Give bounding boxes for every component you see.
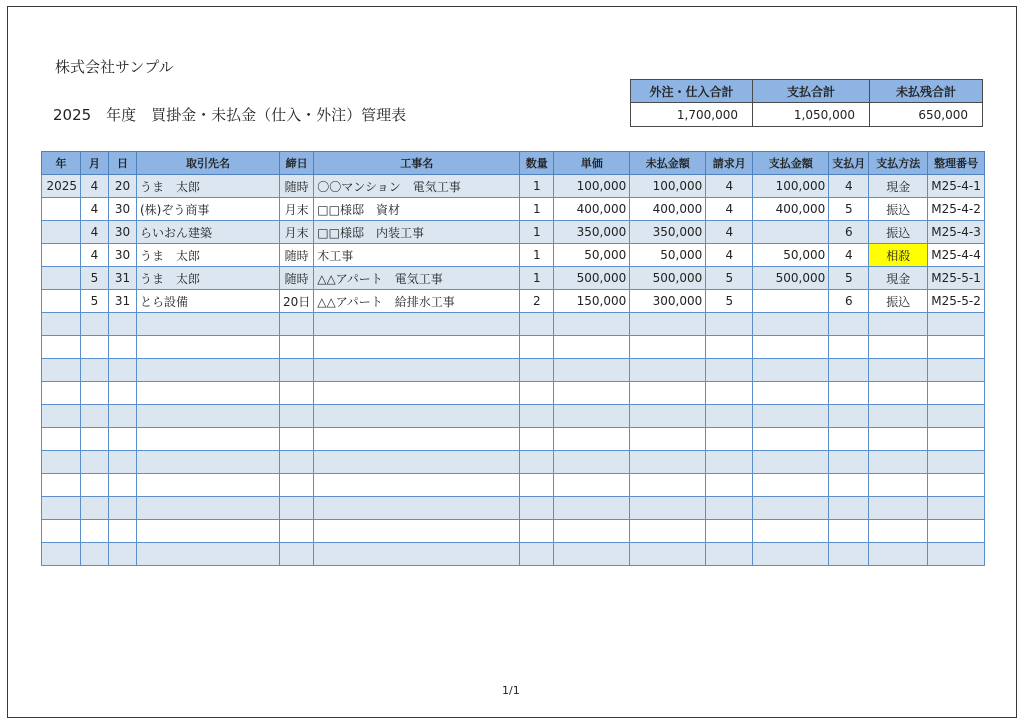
header-reference-no: 整理番号 bbox=[928, 152, 985, 175]
table-row bbox=[42, 405, 985, 428]
page-number: 1/1 bbox=[502, 684, 520, 697]
cell-reference-no[interactable] bbox=[928, 520, 985, 543]
header-day: 日 bbox=[109, 152, 137, 175]
cell-unpaid-amount[interactable] bbox=[630, 520, 706, 543]
cell-day[interactable]: 30 bbox=[109, 198, 137, 221]
header-project: 工事名 bbox=[314, 152, 520, 175]
cell-supplier[interactable]: とら設備 bbox=[137, 290, 280, 313]
table-row bbox=[42, 474, 985, 497]
cell-unit-price[interactable]: 100,000 bbox=[554, 175, 630, 198]
cell-payment-method[interactable] bbox=[869, 474, 928, 497]
cell-year[interactable] bbox=[42, 290, 81, 313]
cell-project[interactable] bbox=[314, 359, 520, 382]
cell-project[interactable] bbox=[314, 543, 520, 566]
cell-closing-day[interactable] bbox=[280, 405, 314, 428]
cell-reference-no[interactable] bbox=[928, 474, 985, 497]
cell-day[interactable] bbox=[109, 451, 137, 474]
cell-unpaid-amount[interactable] bbox=[630, 451, 706, 474]
table-row bbox=[42, 497, 985, 520]
cell-unpaid-amount[interactable]: 100,000 bbox=[630, 175, 706, 198]
cell-payment-method[interactable]: 振込 bbox=[869, 221, 928, 244]
cell-unit-price[interactable] bbox=[554, 474, 630, 497]
cell-quantity[interactable]: 2 bbox=[520, 290, 554, 313]
cell-closing-day[interactable] bbox=[280, 543, 314, 566]
cell-day[interactable] bbox=[109, 336, 137, 359]
cell-month[interactable] bbox=[81, 428, 109, 451]
cell-unpaid-amount[interactable] bbox=[630, 405, 706, 428]
cell-year[interactable] bbox=[42, 428, 81, 451]
cell-payment-month[interactable] bbox=[829, 520, 869, 543]
cell-reference-no[interactable]: M25-4-3 bbox=[928, 221, 985, 244]
cell-paid-amount[interactable] bbox=[753, 359, 829, 382]
cell-payment-method[interactable]: 現金 bbox=[869, 175, 928, 198]
cell-payment-month[interactable]: 4 bbox=[829, 175, 869, 198]
cell-payment-month[interactable]: 4 bbox=[829, 244, 869, 267]
cell-invoice-month[interactable]: 4 bbox=[706, 221, 753, 244]
cell-supplier[interactable] bbox=[137, 451, 280, 474]
cell-closing-day[interactable] bbox=[280, 428, 314, 451]
cell-invoice-month[interactable] bbox=[706, 382, 753, 405]
table-row bbox=[42, 221, 985, 244]
cell-paid-amount[interactable] bbox=[753, 474, 829, 497]
table-row bbox=[42, 543, 985, 566]
cell-payment-method[interactable] bbox=[869, 520, 928, 543]
cell-year[interactable] bbox=[42, 543, 81, 566]
cell-invoice-month[interactable] bbox=[706, 313, 753, 336]
cell-day[interactable]: 31 bbox=[109, 267, 137, 290]
cell-closing-day[interactable] bbox=[280, 451, 314, 474]
cell-month[interactable]: 4 bbox=[81, 198, 109, 221]
cell-project[interactable] bbox=[314, 336, 520, 359]
cell-payment-month[interactable] bbox=[829, 543, 869, 566]
cell-reference-no[interactable] bbox=[928, 451, 985, 474]
cell-payment-month[interactable]: 6 bbox=[829, 290, 869, 313]
header-paid-amount: 支払金額 bbox=[753, 152, 829, 175]
cell-invoice-month[interactable]: 4 bbox=[706, 198, 753, 221]
cell-supplier[interactable] bbox=[137, 405, 280, 428]
cell-day[interactable] bbox=[109, 382, 137, 405]
cell-unit-price[interactable]: 150,000 bbox=[554, 290, 630, 313]
cell-day[interactable] bbox=[109, 543, 137, 566]
cell-reference-no[interactable] bbox=[928, 428, 985, 451]
cell-payment-method[interactable]: 振込 bbox=[869, 198, 928, 221]
cell-payment-month[interactable]: 5 bbox=[829, 267, 869, 290]
cell-payment-month[interactable] bbox=[829, 428, 869, 451]
cell-payment-month[interactable] bbox=[829, 474, 869, 497]
cell-paid-amount[interactable]: 100,000 bbox=[753, 175, 829, 198]
cell-month[interactable] bbox=[81, 313, 109, 336]
cell-invoice-month[interactable]: 4 bbox=[706, 175, 753, 198]
cell-closing-day[interactable] bbox=[280, 520, 314, 543]
table-row bbox=[42, 244, 985, 267]
cell-year[interactable] bbox=[42, 221, 81, 244]
cell-supplier[interactable] bbox=[137, 497, 280, 520]
cell-month[interactable] bbox=[81, 474, 109, 497]
cell-month[interactable]: 5 bbox=[81, 267, 109, 290]
cell-invoice-month[interactable] bbox=[706, 336, 753, 359]
cell-unpaid-amount[interactable] bbox=[630, 359, 706, 382]
cell-payment-month[interactable] bbox=[829, 336, 869, 359]
table-row bbox=[42, 428, 985, 451]
cell-closing-day[interactable] bbox=[280, 359, 314, 382]
cell-month[interactable]: 4 bbox=[81, 175, 109, 198]
cell-payment-method[interactable] bbox=[869, 428, 928, 451]
summary-value-row bbox=[631, 103, 983, 127]
header-payment-month: 支払月 bbox=[829, 152, 869, 175]
header-supplier: 取引先名 bbox=[137, 152, 280, 175]
cell-unpaid-amount[interactable] bbox=[630, 313, 706, 336]
cell-invoice-month[interactable]: 5 bbox=[706, 290, 753, 313]
cell-unit-price[interactable] bbox=[554, 543, 630, 566]
cell-reference-no[interactable] bbox=[928, 382, 985, 405]
cell-reference-no[interactable]: M25-4-2 bbox=[928, 198, 985, 221]
cell-month[interactable] bbox=[81, 336, 109, 359]
cell-unit-price[interactable] bbox=[554, 336, 630, 359]
cell-reference-no[interactable]: M25-4-1 bbox=[928, 175, 985, 198]
table-row bbox=[42, 336, 985, 359]
summary-header-total-unpaid: 未払残合計 bbox=[870, 80, 983, 103]
cell-payment-method[interactable] bbox=[869, 382, 928, 405]
header-payment-method: 支払方法 bbox=[869, 152, 928, 175]
cell-month[interactable] bbox=[81, 520, 109, 543]
cell-unit-price[interactable]: 50,000 bbox=[554, 244, 630, 267]
cell-quantity[interactable] bbox=[520, 474, 554, 497]
cell-quantity[interactable] bbox=[520, 382, 554, 405]
cell-unpaid-amount[interactable]: 300,000 bbox=[630, 290, 706, 313]
cell-unpaid-amount[interactable] bbox=[630, 336, 706, 359]
cell-supplier[interactable] bbox=[137, 313, 280, 336]
cell-closing-day[interactable]: 月末 bbox=[280, 198, 314, 221]
summary-header-total-paid: 支払合計 bbox=[753, 80, 870, 103]
cell-payment-method[interactable] bbox=[869, 543, 928, 566]
table-row bbox=[42, 175, 985, 198]
cell-project[interactable] bbox=[314, 451, 520, 474]
cell-project[interactable]: △△アパート 電気工事 bbox=[314, 267, 520, 290]
summary-total-paid[interactable]: 1,050,000 bbox=[753, 103, 870, 127]
cell-quantity[interactable] bbox=[520, 543, 554, 566]
cell-closing-day[interactable] bbox=[280, 474, 314, 497]
cell-year[interactable] bbox=[42, 359, 81, 382]
cell-closing-day[interactable] bbox=[280, 313, 314, 336]
cell-paid-amount[interactable] bbox=[753, 336, 829, 359]
cell-unit-price[interactable] bbox=[554, 428, 630, 451]
cell-supplier[interactable]: (株)ぞう商事 bbox=[137, 198, 280, 221]
cell-supplier[interactable]: うま 太郎 bbox=[137, 175, 280, 198]
cell-paid-amount[interactable] bbox=[753, 290, 829, 313]
cell-paid-amount[interactable] bbox=[753, 451, 829, 474]
cell-reference-no[interactable]: M25-5-2 bbox=[928, 290, 985, 313]
cell-quantity[interactable] bbox=[520, 405, 554, 428]
cell-payment-month[interactable] bbox=[829, 405, 869, 428]
cell-day[interactable]: 30 bbox=[109, 221, 137, 244]
table-row bbox=[42, 382, 985, 405]
cell-reference-no[interactable] bbox=[928, 405, 985, 428]
cell-project[interactable] bbox=[314, 520, 520, 543]
cell-supplier[interactable]: らいおん建築 bbox=[137, 221, 280, 244]
cell-closing-day[interactable] bbox=[280, 336, 314, 359]
cell-supplier[interactable] bbox=[137, 359, 280, 382]
cell-paid-amount[interactable] bbox=[753, 313, 829, 336]
summary-header-total-purchase: 外注・仕入合計 bbox=[631, 80, 753, 103]
cell-quantity[interactable] bbox=[520, 520, 554, 543]
cell-invoice-month[interactable] bbox=[706, 428, 753, 451]
cell-year[interactable] bbox=[42, 336, 81, 359]
cell-payment-month[interactable] bbox=[829, 359, 869, 382]
cell-unit-price[interactable] bbox=[554, 451, 630, 474]
cell-reference-no[interactable]: M25-5-1 bbox=[928, 267, 985, 290]
header-month: 月 bbox=[81, 152, 109, 175]
cell-day[interactable] bbox=[109, 497, 137, 520]
cell-project[interactable]: 〇〇マンション 電気工事 bbox=[314, 175, 520, 198]
cell-unpaid-amount[interactable] bbox=[630, 543, 706, 566]
cell-supplier[interactable] bbox=[137, 336, 280, 359]
cell-unit-price[interactable] bbox=[554, 382, 630, 405]
cell-paid-amount[interactable] bbox=[753, 382, 829, 405]
cell-year[interactable] bbox=[42, 451, 81, 474]
table-row bbox=[42, 198, 985, 221]
cell-quantity[interactable] bbox=[520, 313, 554, 336]
cell-closing-day[interactable] bbox=[280, 382, 314, 405]
cell-day[interactable] bbox=[109, 474, 137, 497]
cell-supplier[interactable] bbox=[137, 428, 280, 451]
cell-quantity[interactable] bbox=[520, 428, 554, 451]
summary-total-purchase[interactable]: 1,700,000 bbox=[631, 103, 753, 127]
cell-payment-method[interactable] bbox=[869, 451, 928, 474]
cell-month[interactable] bbox=[81, 359, 109, 382]
cell-year[interactable] bbox=[42, 198, 81, 221]
cell-payment-month[interactable] bbox=[829, 313, 869, 336]
cell-closing-day[interactable]: 月末 bbox=[280, 221, 314, 244]
cell-unit-price[interactable]: 500,000 bbox=[554, 267, 630, 290]
cell-quantity[interactable]: 1 bbox=[520, 175, 554, 198]
cell-unit-price[interactable]: 350,000 bbox=[554, 221, 630, 244]
cell-payment-method[interactable] bbox=[869, 405, 928, 428]
cell-quantity[interactable] bbox=[520, 359, 554, 382]
cell-year[interactable] bbox=[42, 520, 81, 543]
cell-unpaid-amount[interactable] bbox=[630, 382, 706, 405]
cell-year[interactable] bbox=[42, 497, 81, 520]
cell-supplier[interactable] bbox=[137, 543, 280, 566]
header-unpaid-amount: 未払金額 bbox=[630, 152, 706, 175]
cell-payment-month[interactable] bbox=[829, 451, 869, 474]
cell-payment-method[interactable] bbox=[869, 497, 928, 520]
cell-reference-no[interactable] bbox=[928, 543, 985, 566]
ledger-body bbox=[42, 175, 985, 566]
cell-payment-month[interactable] bbox=[829, 382, 869, 405]
cell-project[interactable] bbox=[314, 405, 520, 428]
cell-month[interactable]: 5 bbox=[81, 290, 109, 313]
cell-day[interactable] bbox=[109, 520, 137, 543]
cell-unpaid-amount[interactable] bbox=[630, 497, 706, 520]
cell-supplier[interactable] bbox=[137, 520, 280, 543]
ledger-header-row bbox=[42, 152, 985, 175]
cell-payment-method[interactable] bbox=[869, 313, 928, 336]
header-invoice-month: 請求月 bbox=[706, 152, 753, 175]
table-row bbox=[42, 451, 985, 474]
cell-reference-no[interactable] bbox=[928, 359, 985, 382]
table-row bbox=[42, 313, 985, 336]
cell-project[interactable] bbox=[314, 428, 520, 451]
cell-payment-month[interactable]: 6 bbox=[829, 221, 869, 244]
table-row bbox=[42, 290, 985, 313]
header-year: 年 bbox=[42, 152, 81, 175]
cell-unpaid-amount[interactable] bbox=[630, 474, 706, 497]
cell-supplier[interactable] bbox=[137, 474, 280, 497]
cell-month[interactable]: 4 bbox=[81, 221, 109, 244]
document-title: 2025 年度 買掛金・未払金（仕入・外注）管理表 bbox=[53, 106, 407, 124]
cell-day[interactable] bbox=[109, 405, 137, 428]
cell-payment-method[interactable]: 現金 bbox=[869, 267, 928, 290]
cell-day[interactable]: 31 bbox=[109, 290, 137, 313]
cell-unit-price[interactable] bbox=[554, 405, 630, 428]
cell-supplier[interactable]: うま 太郎 bbox=[137, 267, 280, 290]
cell-year[interactable] bbox=[42, 267, 81, 290]
cell-closing-day[interactable]: 20日 bbox=[280, 290, 314, 313]
cell-supplier[interactable] bbox=[137, 382, 280, 405]
cell-unpaid-amount[interactable]: 350,000 bbox=[630, 221, 706, 244]
cell-day[interactable] bbox=[109, 428, 137, 451]
cell-paid-amount[interactable] bbox=[753, 221, 829, 244]
cell-reference-no[interactable] bbox=[928, 336, 985, 359]
table-row bbox=[42, 267, 985, 290]
table-row bbox=[42, 359, 985, 382]
summary-total-unpaid[interactable]: 650,000 bbox=[870, 103, 983, 127]
cell-unit-price[interactable] bbox=[554, 359, 630, 382]
cell-day[interactable]: 20 bbox=[109, 175, 137, 198]
cell-invoice-month[interactable] bbox=[706, 451, 753, 474]
cell-payment-method[interactable]: 相殺 bbox=[869, 244, 928, 267]
company-name: 株式会社サンプル bbox=[55, 58, 174, 76]
cell-invoice-month[interactable] bbox=[706, 543, 753, 566]
cell-project[interactable]: □□様邸 資材 bbox=[314, 198, 520, 221]
cell-paid-amount[interactable] bbox=[753, 405, 829, 428]
summary-header-row bbox=[631, 80, 983, 103]
cell-quantity[interactable]: 1 bbox=[520, 221, 554, 244]
cell-reference-no[interactable] bbox=[928, 313, 985, 336]
cell-invoice-month[interactable] bbox=[706, 405, 753, 428]
cell-year[interactable] bbox=[42, 244, 81, 267]
cell-closing-day[interactable] bbox=[280, 497, 314, 520]
cell-invoice-month[interactable] bbox=[706, 474, 753, 497]
cell-project[interactable] bbox=[314, 497, 520, 520]
cell-paid-amount[interactable] bbox=[753, 428, 829, 451]
table-row bbox=[42, 520, 985, 543]
cell-unit-price[interactable] bbox=[554, 497, 630, 520]
header-closing-day: 締日 bbox=[280, 152, 314, 175]
cell-month[interactable]: 4 bbox=[81, 244, 109, 267]
cell-year[interactable] bbox=[42, 382, 81, 405]
cell-month[interactable] bbox=[81, 497, 109, 520]
cell-closing-day[interactable]: 随時 bbox=[280, 267, 314, 290]
cell-project[interactable] bbox=[314, 382, 520, 405]
cell-payment-method[interactable] bbox=[869, 359, 928, 382]
cell-project[interactable] bbox=[314, 313, 520, 336]
cell-project[interactable] bbox=[314, 474, 520, 497]
cell-invoice-month[interactable]: 4 bbox=[706, 244, 753, 267]
cell-year[interactable] bbox=[42, 313, 81, 336]
cell-payment-method[interactable]: 振込 bbox=[869, 290, 928, 313]
header-quantity: 数量 bbox=[520, 152, 554, 175]
cell-invoice-month[interactable] bbox=[706, 520, 753, 543]
cell-month[interactable] bbox=[81, 382, 109, 405]
cell-unpaid-amount[interactable]: 400,000 bbox=[630, 198, 706, 221]
cell-closing-day[interactable]: 随時 bbox=[280, 175, 314, 198]
cell-unpaid-amount[interactable]: 50,000 bbox=[630, 244, 706, 267]
cell-invoice-month[interactable]: 5 bbox=[706, 267, 753, 290]
cell-day[interactable]: 30 bbox=[109, 244, 137, 267]
cell-day[interactable] bbox=[109, 313, 137, 336]
cell-reference-no[interactable]: M25-4-4 bbox=[928, 244, 985, 267]
cell-unpaid-amount[interactable] bbox=[630, 428, 706, 451]
cell-year[interactable] bbox=[42, 405, 81, 428]
cell-paid-amount[interactable] bbox=[753, 543, 829, 566]
cell-quantity[interactable] bbox=[520, 336, 554, 359]
summary-table bbox=[630, 79, 983, 127]
cell-unit-price[interactable] bbox=[554, 313, 630, 336]
cell-month[interactable] bbox=[81, 543, 109, 566]
cell-reference-no[interactable] bbox=[928, 497, 985, 520]
cell-quantity[interactable] bbox=[520, 497, 554, 520]
cell-day[interactable] bbox=[109, 359, 137, 382]
cell-paid-amount[interactable] bbox=[753, 520, 829, 543]
cell-quantity[interactable]: 1 bbox=[520, 244, 554, 267]
cell-closing-day[interactable]: 随時 bbox=[280, 244, 314, 267]
cell-unit-price[interactable] bbox=[554, 520, 630, 543]
cell-payment-month[interactable] bbox=[829, 497, 869, 520]
cell-year[interactable]: 2025 bbox=[42, 175, 81, 198]
cell-quantity[interactable] bbox=[520, 451, 554, 474]
cell-unpaid-amount[interactable]: 500,000 bbox=[630, 267, 706, 290]
cell-month[interactable] bbox=[81, 451, 109, 474]
ledger-table bbox=[41, 151, 985, 566]
cell-paid-amount[interactable]: 400,000 bbox=[753, 198, 829, 221]
cell-payment-method[interactable] bbox=[869, 336, 928, 359]
cell-quantity[interactable]: 1 bbox=[520, 198, 554, 221]
cell-year[interactable] bbox=[42, 474, 81, 497]
cell-paid-amount[interactable] bbox=[753, 497, 829, 520]
cell-invoice-month[interactable] bbox=[706, 359, 753, 382]
cell-quantity[interactable]: 1 bbox=[520, 267, 554, 290]
cell-project[interactable]: □□様邸 内装工事 bbox=[314, 221, 520, 244]
cell-supplier[interactable]: うま 太郎 bbox=[137, 244, 280, 267]
cell-unit-price[interactable]: 400,000 bbox=[554, 198, 630, 221]
cell-project[interactable]: △△アパート 給排水工事 bbox=[314, 290, 520, 313]
cell-payment-month[interactable]: 5 bbox=[829, 198, 869, 221]
cell-project[interactable]: 木工事 bbox=[314, 244, 520, 267]
cell-paid-amount[interactable]: 50,000 bbox=[753, 244, 829, 267]
header-unit-price: 単価 bbox=[554, 152, 630, 175]
cell-paid-amount[interactable]: 500,000 bbox=[753, 267, 829, 290]
cell-month[interactable] bbox=[81, 405, 109, 428]
cell-invoice-month[interactable] bbox=[706, 497, 753, 520]
